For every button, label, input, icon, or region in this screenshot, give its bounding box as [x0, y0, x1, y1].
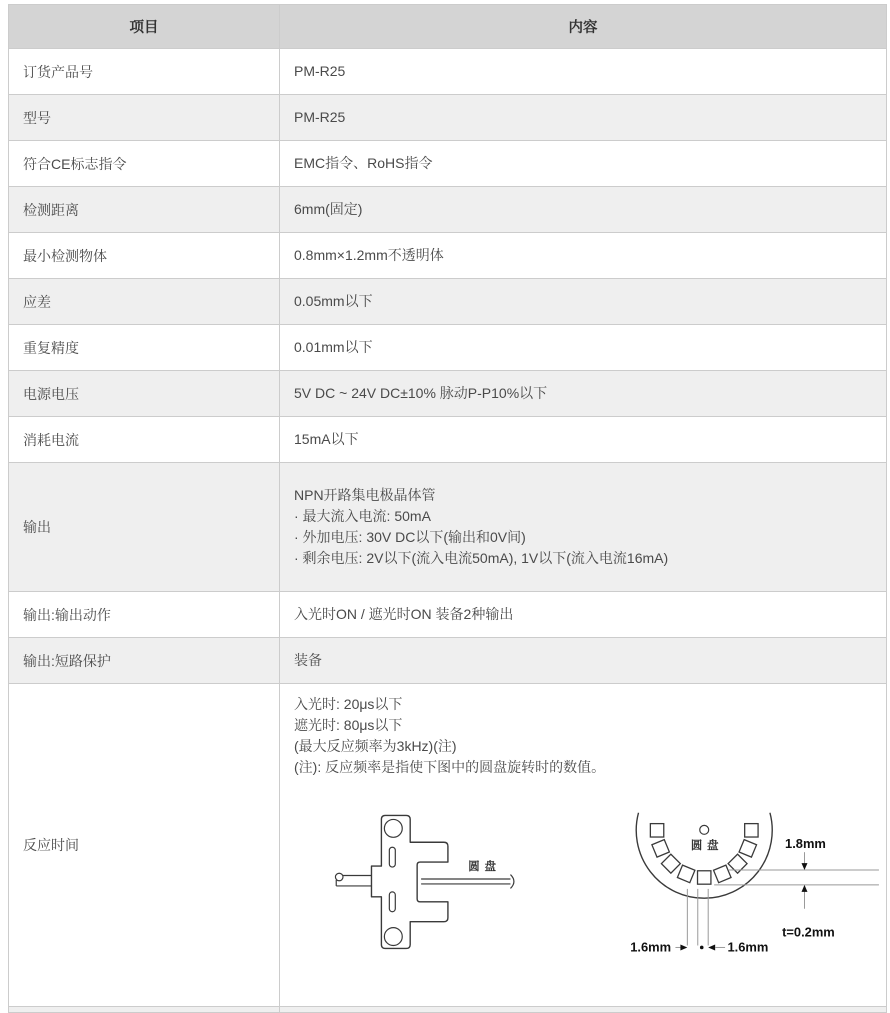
- spec-content-cell: [280, 463, 887, 592]
- disc-label: 圆盘: [690, 840, 724, 853]
- mounting-hole-bottom-icon: [384, 928, 402, 946]
- table-row: [9, 141, 887, 187]
- table-row: [9, 463, 887, 592]
- table-row: [9, 592, 887, 638]
- spec-value: · 最大流入电流: 50mA: [294, 508, 431, 524]
- disc-diagram: [598, 782, 886, 967]
- disc-slot: [652, 840, 670, 858]
- spec-item-cell: 最小检测物体: [9, 233, 280, 279]
- mounting-hole-top-icon: [384, 819, 402, 837]
- spec-value: 装备: [294, 652, 322, 668]
- spec-value: 5V DC ~ 24V DC±10% 脉动P-P10%以下: [294, 385, 548, 401]
- spec-value: 0.05mm以下: [294, 293, 373, 309]
- spec-table: [8, 4, 887, 1013]
- dim-slot-height: 1.8mm: [785, 836, 827, 852]
- disc-slot: [739, 840, 757, 858]
- header-row: [9, 5, 887, 49]
- spec-item-cell: 反应时间: [9, 684, 280, 1007]
- response-time-figures: [300, 782, 886, 967]
- spec-content-cell: [280, 325, 887, 371]
- table-row-partial: [9, 1007, 887, 1013]
- spec-value: 0.01mm以下: [294, 339, 373, 355]
- table-row: [9, 233, 887, 279]
- spec-content-cell: [280, 95, 887, 141]
- dim-pitch-right: 1.6mm: [727, 939, 769, 955]
- spec-item-cell: 消耗电流: [9, 417, 280, 463]
- spec-content-cell: [280, 279, 887, 325]
- spec-content-cell: [280, 187, 887, 233]
- spec-item-cell: 型号: [9, 95, 280, 141]
- spec-value: (注): 反应频率是指使下图中的圆盘旋转时的数值。: [294, 759, 606, 775]
- column-header-item: 项目: [9, 5, 280, 49]
- spec-item-cell: 符合CE标志指令: [9, 141, 280, 187]
- spec-content-cell: [280, 141, 887, 187]
- spec-content-cell: [280, 417, 887, 463]
- cable: [335, 873, 371, 886]
- table-row: [9, 371, 887, 417]
- spec-value: · 外加电压: 30V DC以下(输出和0V间): [294, 529, 526, 545]
- spec-value: PM-R25: [294, 63, 346, 79]
- disc-slots: [650, 824, 758, 885]
- spec-item-cell: 重复精度: [9, 325, 280, 371]
- spec-item-cell: 输出: [9, 463, 280, 592]
- disc-slot: [698, 871, 711, 884]
- spec-value: 遮光时: 80μs以下: [294, 717, 403, 733]
- spec-value: (最大反应频率为3kHz)(注): [294, 738, 457, 754]
- table-row: [9, 684, 887, 1007]
- spec-item-cell: [9, 1007, 280, 1013]
- spec-value: 0.8mm×1.2mm不透明体: [294, 247, 444, 263]
- spec-content-cell: [280, 49, 887, 95]
- table-row: [9, 417, 887, 463]
- table-row: [9, 49, 887, 95]
- disc-slot: [650, 824, 663, 837]
- spec-value: EMC指令、RoHS指令: [294, 155, 433, 171]
- spec-value: NPN开路集电极晶体管: [294, 487, 436, 503]
- spec-value: 入光时: 20μs以下: [294, 696, 403, 712]
- spec-content-cell: [280, 371, 887, 417]
- disc-slot: [714, 865, 732, 883]
- shaft-hole-icon: [700, 825, 709, 834]
- dim-pitch-left: 1.6mm: [630, 939, 672, 955]
- table-row: [9, 95, 887, 141]
- disc-slot: [745, 824, 758, 837]
- spec-content-cell: [280, 1007, 887, 1013]
- spec-item-cell: 电源电压: [9, 371, 280, 417]
- column-header-content: 内容: [280, 5, 887, 49]
- spec-value: PM-R25: [294, 109, 346, 125]
- indicator-slit-bottom: [389, 892, 395, 912]
- disc-slot: [661, 854, 680, 873]
- table-row: [9, 279, 887, 325]
- spec-value: · 剩余电压: 2V以下(流入电流50mA), 1V以下(流入电流16mA): [294, 550, 669, 566]
- dim-thickness: t=0.2mm: [782, 924, 835, 940]
- spec-content-cell: [280, 592, 887, 638]
- indicator-slit-top: [389, 847, 395, 867]
- reference-dot: [700, 946, 704, 950]
- spec-item-cell: 订货产品号: [9, 49, 280, 95]
- sensor-diagram: [300, 802, 558, 952]
- dimension-lines: [676, 852, 880, 950]
- spec-content-cell: [280, 684, 887, 1007]
- spec-value: 6mm(固定): [294, 201, 363, 217]
- spec-content-cell: [280, 638, 887, 684]
- spec-item-cell: 应差: [9, 279, 280, 325]
- table-row: [9, 325, 887, 371]
- sensor-body-outline: [371, 815, 447, 948]
- disc-edge: [421, 875, 514, 889]
- disc-slot: [678, 865, 696, 883]
- spec-value: 15mA以下: [294, 431, 359, 447]
- spec-value: 入光时ON / 遮光时ON 装备2种输出: [294, 606, 514, 622]
- spec-item-cell: 输出:短路保护: [9, 638, 280, 684]
- table-row: [9, 187, 887, 233]
- table-row: [9, 638, 887, 684]
- spec-item-cell: 检测距离: [9, 187, 280, 233]
- spec-content-cell: [280, 233, 887, 279]
- spec-item-cell: 输出:输出动作: [9, 592, 280, 638]
- disc-label: 圆盘: [468, 861, 502, 874]
